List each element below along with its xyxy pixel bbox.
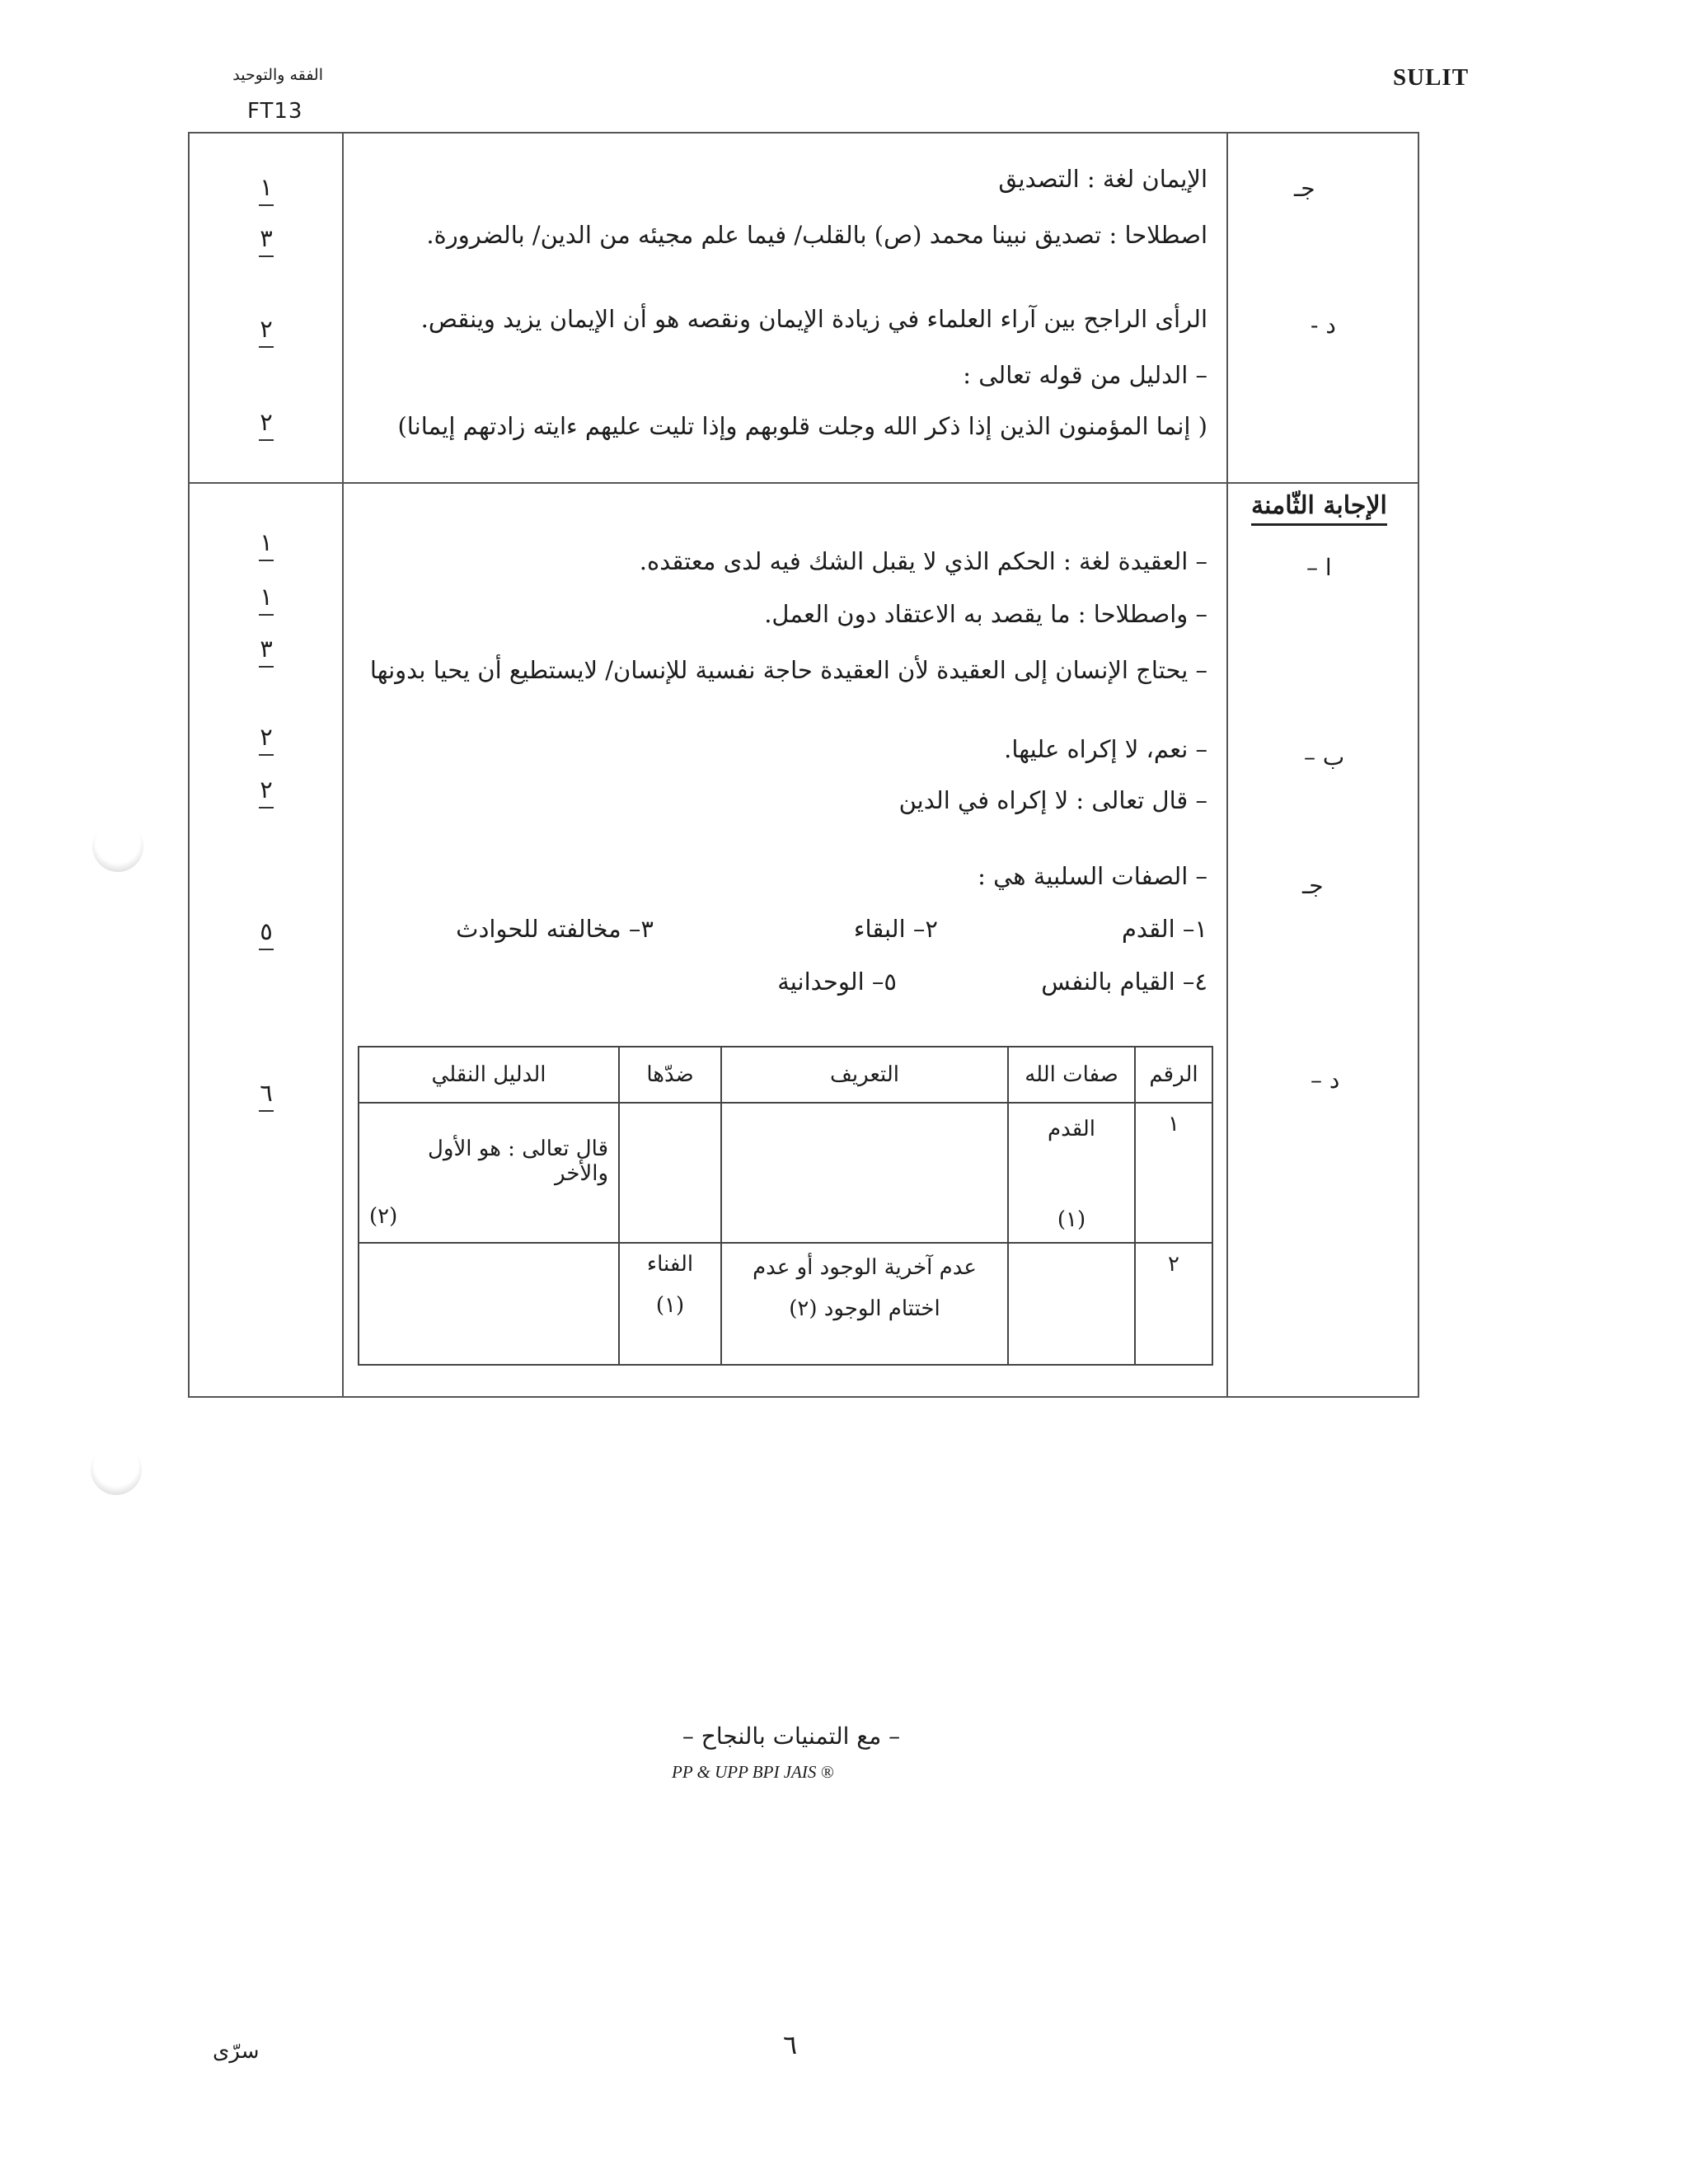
cell-number: ١	[1135, 1103, 1212, 1243]
cell-attribute: القدم (١)	[1008, 1103, 1135, 1243]
cell-number: ٢	[1135, 1243, 1212, 1365]
table-row	[359, 1103, 1212, 1243]
salbiyah-item-3: ٣– مخالفته للحوادث	[456, 915, 654, 943]
mark-8-dal-1: ٦	[246, 1081, 287, 1112]
col-header-proof: الدليل النقلي	[359, 1047, 619, 1103]
no-compulsion-verse: – قال تعالى : لا إكراه في الدين	[898, 786, 1207, 814]
mark-8-alif-2: ١	[246, 585, 287, 616]
cell-proof: قال تعالى : هو الأول والأخر (٢)	[359, 1103, 619, 1243]
aqidah-need-line: – يحتاج الإنسان إلى العقيدة لأن العقيدة حاجة نفسية للإنسان/ لايستطيع أن يحيا بدونها	[369, 656, 1207, 684]
cell-attribute	[1008, 1243, 1135, 1365]
iman-proof-intro: – الدليل من قوله تعالى :	[963, 361, 1207, 389]
aqidah-istilah-line: – واصطلاحا : ما يقصد به الاعتقاد دون العمل.	[764, 600, 1207, 628]
salbiyah-item-4: ٤– القيام بالنفس	[1041, 968, 1207, 996]
iman-lughah-line: الإيمان لغة : التصديق	[998, 165, 1207, 193]
mark-8-alif-1: ١	[246, 531, 287, 561]
aqidah-lughah-line: – العقيدة لغة : الحكم الذي لا يقبل الشك فيه لدى معتقده.	[639, 547, 1207, 575]
mark-8-ba-1: ٢	[246, 725, 287, 756]
iman-opinion-line: الرأى الراجح بين آراء العلماء في زيادة الإيمان ونقصه هو أن الإيمان يزيد وينقص.	[420, 305, 1207, 333]
cell-definition	[721, 1103, 1008, 1243]
question-label-jim-8: جـ	[1302, 872, 1324, 899]
cell-proof	[359, 1243, 619, 1365]
question-label-jim: جـ	[1294, 175, 1315, 202]
col-header-opposite: ضدّها	[619, 1047, 721, 1103]
subject-title: الفقه والتوحيد	[232, 66, 323, 84]
salbiyah-item-5: ٥– الوحدانية	[777, 968, 897, 996]
col-header-definition: التعريف	[721, 1047, 1008, 1103]
salbiyah-item-1: ١– القدم	[1121, 915, 1207, 943]
cell-opposite: الفناء (١)	[619, 1243, 721, 1365]
mark-8-ba-2: ٢	[246, 778, 287, 808]
marks-column-divider	[342, 132, 344, 1396]
cell-opposite	[619, 1103, 721, 1243]
classification-label: SULIT	[1393, 64, 1470, 91]
table-row	[359, 1243, 1212, 1365]
iman-istilah-line: اصطلاحا : تصديق نبينا محمد (ص) بالقلب/ فيما علم مجيئه من الدين/ بالضرورة.	[426, 221, 1207, 249]
secret-label: سرّى	[213, 2039, 260, 2064]
question-column-divider	[1226, 132, 1228, 1396]
footer-organization: PP & UPP BPI JAIS ®	[672, 1762, 834, 1782]
mark-7-dal-1: ٢	[246, 317, 287, 348]
salbiyah-intro: – الصفات السلبية هي :	[978, 862, 1207, 890]
mark-7-jim-2: ٣	[246, 227, 287, 257]
punch-hole-top	[92, 821, 143, 872]
mark-8-alif-3: ٣	[246, 637, 287, 668]
table-header-row	[359, 1047, 1212, 1103]
paper-code: FT13	[247, 99, 303, 124]
iman-proof-verse: ( إنما المؤمنون الذين إذا ذكر الله وجلت قلوبهم وإذا تليت عليهم ءايته زادتهم إيمانا)	[397, 412, 1207, 440]
col-header-attribute: صفات الله	[1008, 1047, 1135, 1103]
question-label-alif: ا –	[1306, 554, 1332, 581]
footer-wish: – مع التمنيات بالنجاح –	[682, 1722, 901, 1750]
col-header-number: الرقم	[1135, 1047, 1212, 1103]
section-heading-8: الإجابة الثّامنة	[1251, 491, 1387, 526]
mark-7-jim-1: ١	[246, 176, 287, 206]
attributes-table	[358, 1046, 1213, 1366]
cell-definition: عدم آخرية الوجود أو عدم اختتام الوجود (٢)	[721, 1243, 1008, 1365]
section-divider	[188, 482, 1418, 484]
salbiyah-item-2: ٢– البقاء	[853, 915, 938, 943]
question-label-dal-8: د –	[1311, 1066, 1340, 1094]
question-label-dal: د -	[1311, 312, 1336, 339]
mark-8-jim-1: ٥	[246, 920, 287, 950]
punch-hole-bottom	[91, 1444, 142, 1495]
mark-7-dal-2: ٢	[246, 410, 287, 441]
page-number: ٦	[783, 2029, 798, 2060]
no-compulsion-line: – نعم، لا إكراه عليها.	[1004, 735, 1207, 763]
question-label-ba: ب –	[1304, 743, 1345, 771]
